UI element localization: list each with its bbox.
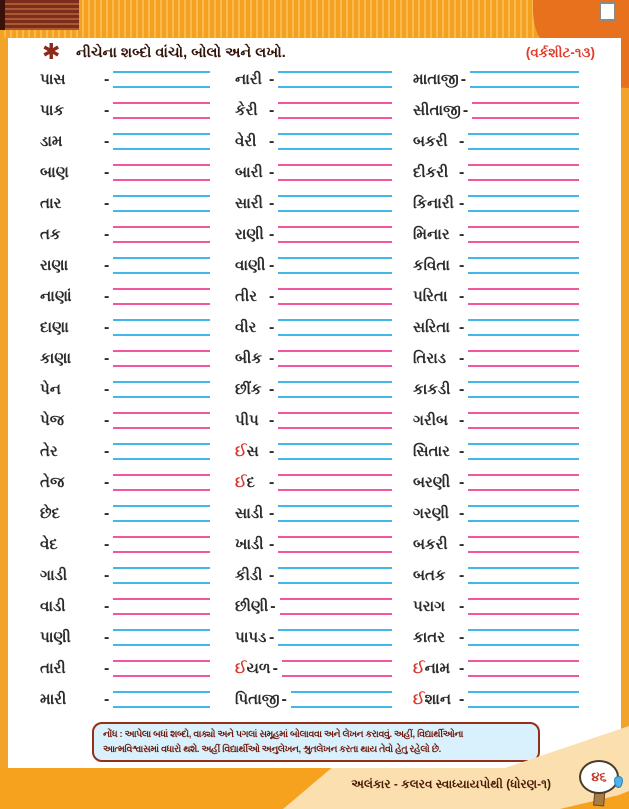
- word-label: કેરી: [235, 102, 258, 119]
- word-row: [235, 95, 392, 126]
- word-row: [413, 591, 579, 622]
- writing-lines[interactable]: [113, 257, 210, 274]
- dash: -: [269, 535, 275, 553]
- word-row: [40, 498, 210, 529]
- writing-lines[interactable]: [468, 319, 579, 336]
- writing-lines[interactable]: [278, 536, 392, 553]
- word-label: પરાગ: [413, 598, 446, 615]
- word-label: ખાડી: [235, 536, 264, 553]
- word-label: સરિતા: [413, 319, 450, 336]
- writing-lines[interactable]: [278, 257, 392, 274]
- word-label: કાતર: [413, 629, 445, 646]
- word-label: વીર: [235, 319, 257, 336]
- word-row: [235, 498, 392, 529]
- word-row: [40, 250, 210, 281]
- dash: -: [459, 194, 465, 212]
- dash: -: [459, 287, 465, 305]
- writing-lines[interactable]: [113, 164, 210, 181]
- word-label: ઈયળ: [235, 660, 271, 677]
- note-label: નોંધ :: [103, 729, 123, 739]
- dash: -: [104, 473, 110, 491]
- writing-lines[interactable]: [472, 102, 579, 119]
- word-row: [40, 622, 210, 653]
- word-label: રાણા: [40, 257, 69, 274]
- page-tab: [599, 2, 616, 21]
- word-row: [413, 622, 579, 653]
- dash: -: [269, 194, 275, 212]
- word-row: [40, 684, 210, 715]
- word-row: [413, 436, 579, 467]
- writing-lines[interactable]: [468, 257, 579, 274]
- word-row: [413, 653, 579, 684]
- writing-lines[interactable]: [113, 598, 210, 615]
- writing-lines[interactable]: [468, 133, 579, 150]
- dash: -: [269, 411, 275, 429]
- word-row: [235, 281, 392, 312]
- word-label: પરિતા: [413, 288, 448, 305]
- writing-lines[interactable]: [113, 567, 210, 584]
- writing-lines[interactable]: [113, 629, 210, 646]
- writing-lines[interactable]: [113, 381, 210, 398]
- top-left-ornament: [0, 0, 79, 30]
- writing-lines[interactable]: [468, 288, 579, 305]
- writing-lines[interactable]: [113, 505, 210, 522]
- word-label: પેજ: [40, 412, 64, 429]
- word-label: બતક: [413, 567, 446, 584]
- writing-lines[interactable]: [113, 660, 210, 677]
- word-label: ઈશાન: [413, 691, 452, 708]
- writing-lines[interactable]: [278, 350, 392, 367]
- word-row: [413, 467, 579, 498]
- word-row: [40, 157, 210, 188]
- dash: -: [459, 597, 465, 615]
- dash: -: [104, 163, 110, 181]
- worksheet-number-label: (વર્કશીટ-૧૩): [525, 45, 595, 60]
- word-row: [413, 498, 579, 529]
- dash: -: [269, 70, 275, 88]
- writing-lines[interactable]: [278, 164, 392, 181]
- writing-lines[interactable]: [468, 598, 579, 615]
- dash: -: [462, 101, 469, 119]
- dash: -: [104, 535, 110, 553]
- dash: -: [459, 659, 465, 677]
- writing-lines[interactable]: [278, 505, 392, 522]
- footer-band: [0, 768, 629, 809]
- dash: -: [269, 442, 275, 460]
- word-label: માતાજી: [413, 71, 459, 88]
- word-label: પિતાજી: [235, 691, 280, 708]
- word-label: બકરી: [413, 536, 448, 553]
- writing-lines[interactable]: [278, 567, 392, 584]
- word-label: તીર: [235, 288, 257, 305]
- word-label: ઈદ: [235, 474, 255, 491]
- word-row: [413, 560, 579, 591]
- word-row: [413, 126, 579, 157]
- word-label: પાક: [40, 102, 65, 119]
- writing-lines[interactable]: [113, 195, 210, 212]
- writing-lines[interactable]: [113, 102, 210, 119]
- worksheet-content: [8, 38, 621, 768]
- note-line-2: [103, 742, 529, 757]
- word-row: [40, 405, 210, 436]
- dash: -: [269, 566, 275, 584]
- dash: -: [269, 287, 275, 305]
- writing-lines[interactable]: [468, 691, 579, 708]
- word-label: ગાડી: [40, 567, 68, 584]
- writing-lines[interactable]: [113, 412, 210, 429]
- word-row: [40, 95, 210, 126]
- page-number-badge: [577, 760, 623, 808]
- word-label: ઈનામ: [413, 660, 451, 677]
- word-label: છીંક: [235, 381, 262, 398]
- word-row: [235, 653, 392, 684]
- dash: -: [269, 473, 275, 491]
- word-label: સિતાર: [413, 443, 450, 460]
- word-label: સારી: [235, 195, 263, 212]
- dash: -: [104, 504, 110, 522]
- dash: -: [281, 690, 287, 708]
- word-row: [40, 529, 210, 560]
- writing-lines[interactable]: [278, 102, 392, 119]
- dash: -: [459, 442, 465, 460]
- word-label: રાણી: [235, 226, 264, 243]
- word-row: [235, 684, 392, 715]
- writing-lines[interactable]: [278, 226, 392, 243]
- word-label: તારી: [40, 660, 66, 677]
- word-label: તેજ: [40, 474, 65, 491]
- word-row: [235, 591, 392, 622]
- word-label: ગરણી: [413, 505, 450, 522]
- word-row: [40, 653, 210, 684]
- word-row: [413, 281, 579, 312]
- book-title: અલંકાર - કલરવ સ્વાધ્યાયપોથી (ધોરણ-૧): [351, 777, 551, 791]
- word-label: કવિતા: [413, 257, 450, 274]
- word-column-1: [40, 64, 210, 715]
- dash: -: [104, 287, 110, 305]
- word-label: છેદ: [40, 505, 60, 522]
- word-row: [235, 188, 392, 219]
- dash: -: [459, 132, 465, 150]
- dash: -: [272, 659, 278, 677]
- word-row: [40, 560, 210, 591]
- word-column-3: [413, 64, 579, 715]
- word-label: તક: [40, 226, 61, 243]
- dash: -: [104, 225, 110, 243]
- writing-lines[interactable]: [468, 164, 579, 181]
- dash: -: [459, 473, 465, 491]
- dash: -: [459, 318, 465, 336]
- dash: -: [459, 628, 465, 646]
- dash: -: [269, 225, 275, 243]
- word-label: ગરીબ: [413, 412, 449, 429]
- writing-lines[interactable]: [113, 71, 210, 88]
- note-text-2: આત્મવિશ્વાસમાં વધારો થશે. અહીં વિદ્યાર્થીઓ અનુલેખન, શ્રુતલેખન કરતા થાય તેવો હેતુ રહેલો છે.: [103, 743, 441, 754]
- word-row: [413, 374, 579, 405]
- dash: -: [459, 690, 465, 708]
- dash: -: [104, 349, 110, 367]
- dash: -: [104, 256, 110, 274]
- dash: -: [270, 597, 276, 615]
- word-row: [40, 126, 210, 157]
- writing-lines[interactable]: [278, 443, 392, 460]
- dash: -: [269, 163, 275, 181]
- dash: -: [269, 132, 275, 150]
- word-row: [413, 219, 579, 250]
- word-label: બાણ: [40, 164, 69, 181]
- dash: -: [104, 132, 110, 150]
- writing-lines[interactable]: [468, 226, 579, 243]
- dash: -: [459, 349, 465, 367]
- water-drop-icon: [614, 776, 623, 788]
- writing-lines[interactable]: [113, 133, 210, 150]
- writing-lines[interactable]: [468, 443, 579, 460]
- word-row: [413, 529, 579, 560]
- word-label: તાર: [40, 195, 62, 212]
- word-label: મારી: [40, 691, 67, 708]
- word-label: પાણી: [40, 629, 71, 646]
- word-label: દાણા: [40, 319, 69, 336]
- word-row: [40, 343, 210, 374]
- word-row: [235, 436, 392, 467]
- note-box: [92, 722, 540, 762]
- word-row: [413, 405, 579, 436]
- word-label: વાણી: [235, 257, 266, 274]
- writing-lines[interactable]: [113, 536, 210, 553]
- dash: -: [460, 70, 467, 88]
- dash: -: [104, 70, 110, 88]
- word-label: બારી: [235, 164, 263, 181]
- word-label: ઈસ: [235, 443, 259, 460]
- writing-lines[interactable]: [113, 474, 210, 491]
- word-row: [413, 64, 579, 95]
- dash: -: [269, 628, 275, 646]
- word-row: [235, 250, 392, 281]
- word-row: [235, 529, 392, 560]
- writing-lines[interactable]: [278, 288, 392, 305]
- dash: -: [104, 101, 110, 119]
- word-label: નારી: [235, 71, 262, 88]
- writing-lines[interactable]: [278, 381, 392, 398]
- writing-lines[interactable]: [468, 660, 579, 677]
- word-row: [235, 560, 392, 591]
- writing-lines[interactable]: [113, 319, 210, 336]
- dash: -: [269, 380, 275, 398]
- writing-lines[interactable]: [113, 350, 210, 367]
- word-label: વેરી: [235, 133, 257, 150]
- word-label: દીકરી: [413, 164, 449, 181]
- word-label: કાકડી: [413, 381, 451, 398]
- writing-lines[interactable]: [278, 133, 392, 150]
- dash: -: [104, 411, 110, 429]
- word-row: [413, 343, 579, 374]
- writing-lines[interactable]: [113, 691, 210, 708]
- dash: -: [459, 566, 465, 584]
- word-row: [413, 95, 579, 126]
- dash: -: [269, 504, 275, 522]
- dash: -: [104, 690, 110, 708]
- page-title: નીચેના શબ્દો વાંચો, બોલો અને લખો.: [76, 45, 286, 61]
- dash: -: [459, 163, 465, 181]
- word-row: [235, 343, 392, 374]
- writing-lines[interactable]: [113, 288, 210, 305]
- word-label: બરણી: [413, 474, 451, 491]
- word-row: [413, 684, 579, 715]
- dash: -: [104, 380, 110, 398]
- word-row: [40, 591, 210, 622]
- writing-lines[interactable]: [278, 195, 392, 212]
- word-row: [235, 219, 392, 250]
- writing-lines[interactable]: [278, 474, 392, 491]
- dash: -: [104, 194, 110, 212]
- writing-lines[interactable]: [470, 71, 579, 88]
- dash: -: [459, 411, 465, 429]
- writing-lines[interactable]: [468, 381, 579, 398]
- dash: -: [104, 659, 110, 677]
- writing-lines[interactable]: [282, 660, 392, 677]
- word-row: [40, 64, 210, 95]
- writing-lines[interactable]: [291, 691, 392, 708]
- dash: -: [269, 349, 275, 367]
- dash: -: [104, 566, 110, 584]
- word-label: કીડી: [235, 567, 263, 584]
- writing-lines[interactable]: [468, 629, 579, 646]
- word-label: તેર: [40, 443, 58, 460]
- dash: -: [104, 442, 110, 460]
- word-label: સાડી: [235, 505, 264, 522]
- dash: -: [459, 225, 465, 243]
- word-row: [235, 467, 392, 498]
- word-row: [235, 312, 392, 343]
- note-line-1: [103, 727, 529, 742]
- word-label: તિરાડ: [413, 350, 447, 367]
- writing-lines[interactable]: [468, 195, 579, 212]
- word-label: બકરી: [413, 133, 448, 150]
- word-label: મિનાર: [413, 226, 450, 243]
- word-label: પાપડ: [235, 629, 267, 646]
- word-label: વેદ: [40, 536, 58, 553]
- word-label: નાણાં: [40, 288, 72, 305]
- word-row: [40, 188, 210, 219]
- dash: -: [269, 256, 275, 274]
- word-label: કાણા: [40, 350, 72, 367]
- word-row: [40, 281, 210, 312]
- page-number: ૪૬: [591, 769, 607, 784]
- dash: -: [269, 318, 275, 336]
- word-row: [235, 374, 392, 405]
- writing-lines[interactable]: [278, 319, 392, 336]
- word-row: [235, 405, 392, 436]
- word-row: [235, 157, 392, 188]
- note-text-1: આપેલા બધાં શબ્દો, વાક્યો અને પગલાં સમૂહમાં બોલાવવા અને લેખન કરાવવું. અહીં, વિદ્યાર્થીઓના: [124, 729, 464, 739]
- word-row: [40, 436, 210, 467]
- word-row: [40, 219, 210, 250]
- word-label: પીપ: [235, 412, 259, 429]
- writing-lines[interactable]: [280, 598, 392, 615]
- word-label: છીણી: [235, 598, 269, 615]
- writing-lines[interactable]: [113, 226, 210, 243]
- word-row: [40, 312, 210, 343]
- writing-lines[interactable]: [468, 536, 579, 553]
- dash: -: [459, 504, 465, 522]
- writing-lines[interactable]: [468, 505, 579, 522]
- word-label: પાસ: [40, 71, 66, 88]
- word-row: [235, 64, 392, 95]
- writing-lines[interactable]: [468, 412, 579, 429]
- word-label: કિનારી: [413, 195, 454, 212]
- dash: -: [269, 101, 275, 119]
- word-label: ડામ: [40, 133, 63, 150]
- dash: -: [104, 318, 110, 336]
- word-row: [40, 374, 210, 405]
- dash: -: [459, 535, 465, 553]
- writing-lines[interactable]: [278, 412, 392, 429]
- writing-lines[interactable]: [468, 474, 579, 491]
- writing-lines[interactable]: [468, 567, 579, 584]
- word-row: [235, 126, 392, 157]
- word-row: [413, 312, 579, 343]
- dash: -: [459, 380, 465, 398]
- word-row: [413, 250, 579, 281]
- dash: -: [104, 628, 110, 646]
- word-row: [235, 622, 392, 653]
- writing-lines[interactable]: [468, 350, 579, 367]
- writing-lines[interactable]: [278, 629, 392, 646]
- word-label: પેન: [40, 381, 61, 398]
- writing-lines[interactable]: [113, 443, 210, 460]
- writing-lines[interactable]: [278, 71, 392, 88]
- hand-mirror-icon: [579, 760, 619, 794]
- word-row: [413, 188, 579, 219]
- flower-star-icon: ✱: [42, 39, 61, 64]
- word-column-2: [235, 64, 392, 715]
- word-label: સીતાજી: [413, 102, 461, 119]
- word-label: વાડી: [40, 598, 66, 615]
- word-label: બીક: [235, 350, 262, 367]
- dash: -: [459, 256, 465, 274]
- word-row: [40, 467, 210, 498]
- word-row: [413, 157, 579, 188]
- dash: -: [104, 597, 110, 615]
